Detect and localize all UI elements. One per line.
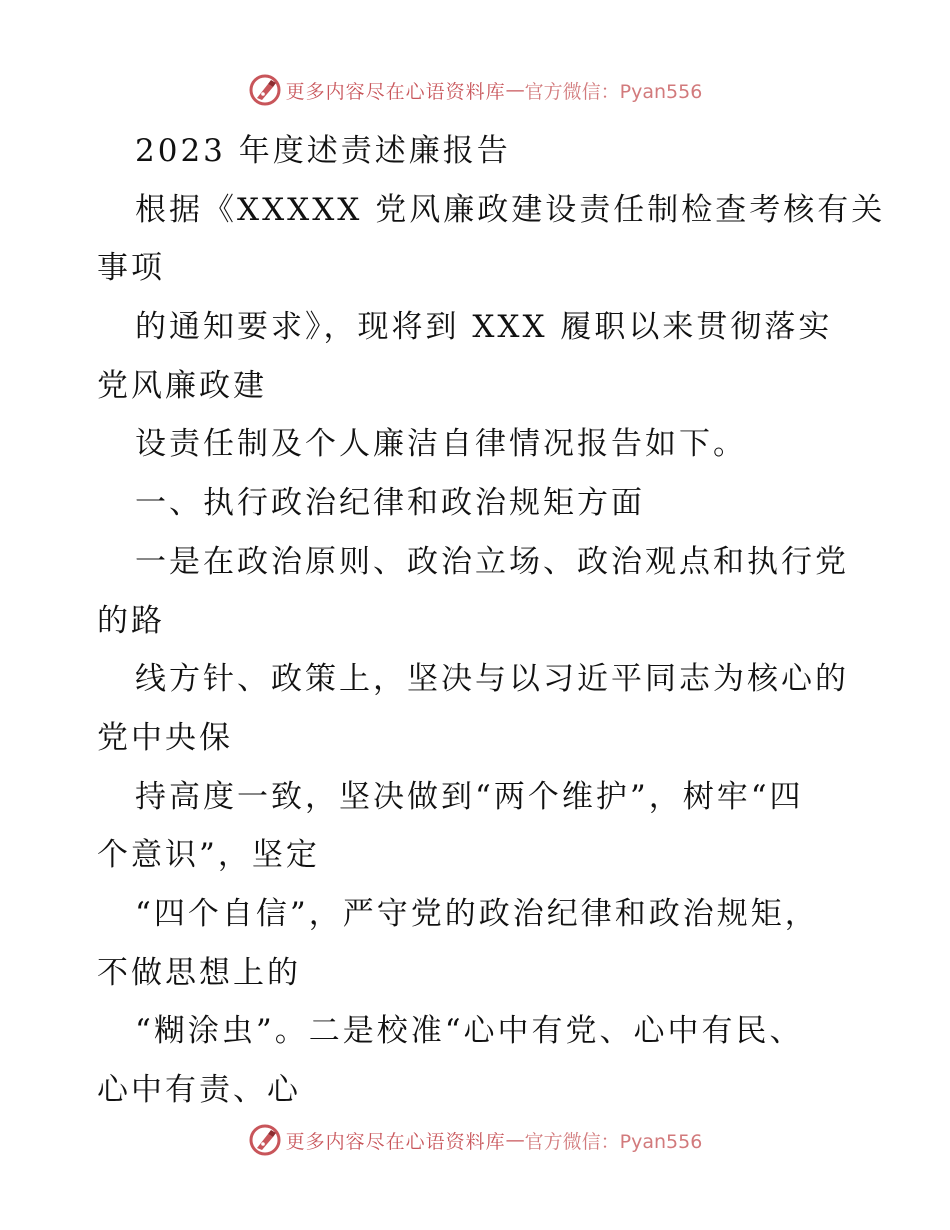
text-line: 个意识”，坚定 <box>97 837 320 874</box>
text-line: 线方针、政策上，坚决与以习近平同志为核心的 <box>135 661 849 698</box>
text-line: “四个自信”，严守党的政治纪律和政治规矩， <box>135 895 819 932</box>
watermark-contact: 官方微信：Pyan556 <box>524 1130 703 1153</box>
pen-nib-seal-icon <box>248 1123 282 1157</box>
watermark-group <box>248 73 703 107</box>
text-line: 党风廉政建 <box>97 367 267 404</box>
section-heading: 一、执行政治纪律和政治规矩方面 <box>135 485 645 522</box>
text-line: 一是在政治原则、政治立场、政治观点和执行党 <box>135 543 849 580</box>
document-body <box>97 122 886 1120</box>
text-line: 的路 <box>97 602 165 639</box>
text-line: 事项 <box>97 250 165 287</box>
watermark-separator: — <box>505 79 525 101</box>
footer-watermark <box>0 1120 950 1160</box>
text-line: “糊涂虫”。二是校准“心中有党、心中有民、 <box>135 1013 804 1050</box>
text-line: 设责任制及个人廉洁自律情况报告如下。 <box>135 426 747 463</box>
text-line: 的通知要求》，现将到 XXX 履职以来贯彻落实 <box>135 309 833 346</box>
header-watermark <box>0 70 950 110</box>
watermark-group <box>248 1123 703 1157</box>
watermark-site-text: 更多内容尽在心语资料库 <box>285 1130 506 1153</box>
watermark-contact: 官方微信：Pyan556 <box>524 80 703 103</box>
watermark-separator: — <box>505 1129 525 1151</box>
text-line: 根据《XXXXX 党风廉政建设责任制检查考核有关 <box>135 191 886 228</box>
text-line: 心中有责、心 <box>97 1072 301 1108</box>
watermark-site-text: 更多内容尽在心语资料库 <box>285 80 506 103</box>
text-line: 不做思想上的 <box>97 954 301 991</box>
document-title: 2023 年度述责述廉报告 <box>135 133 511 169</box>
text-line: 党中央保 <box>97 719 233 756</box>
pen-nib-seal-icon <box>248 73 282 107</box>
text-line: 持高度一致，坚决做到“两个维护”，树牢“四 <box>135 778 804 815</box>
